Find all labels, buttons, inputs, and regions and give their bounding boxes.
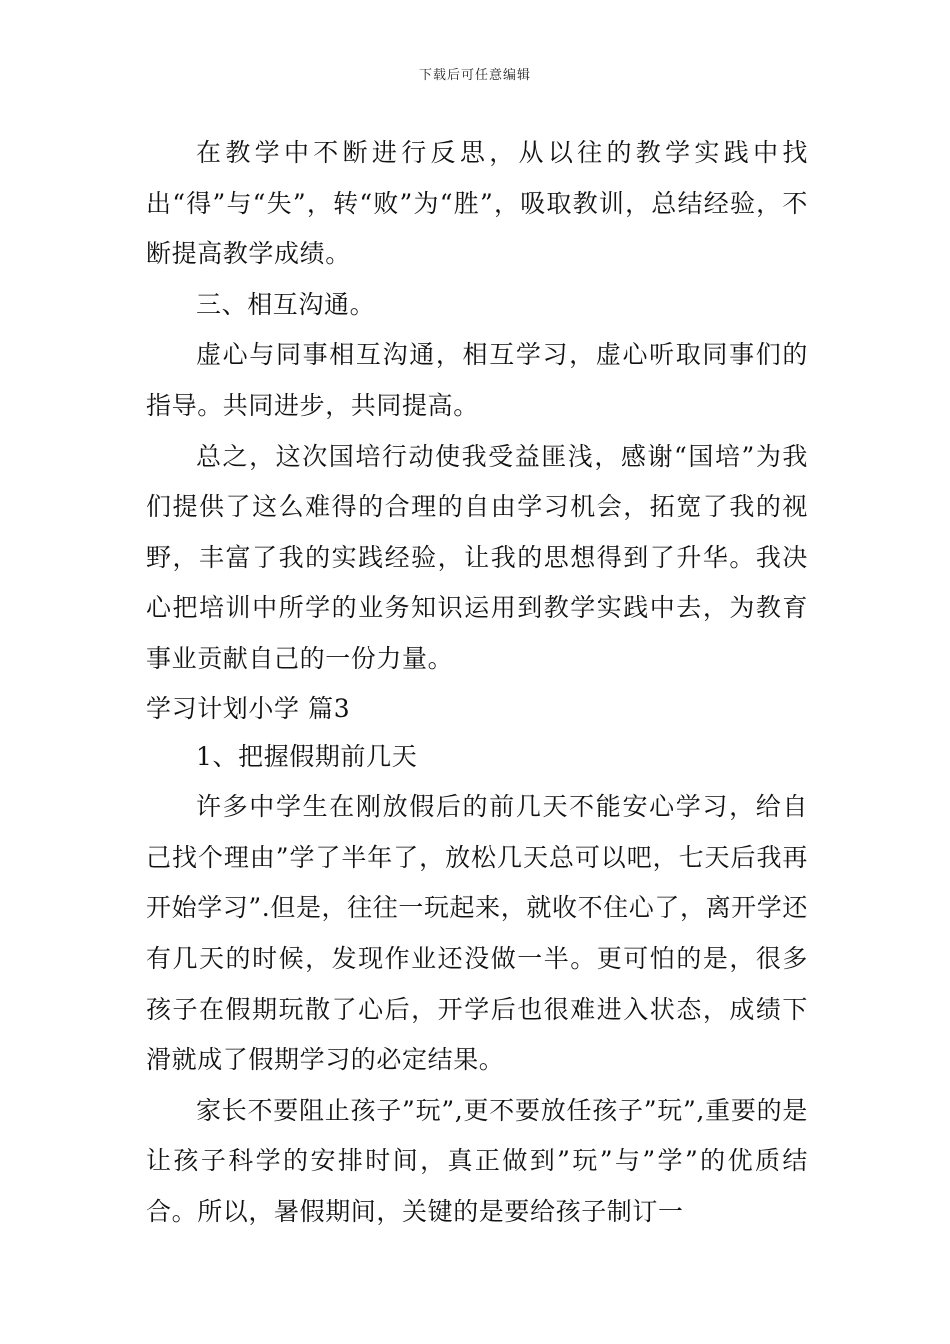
paragraph-conclusion: 总之，这次国培行动使我受益匪浅，感谢“国培”为我们提供了这么难得的合理的自由学习机会，拓宽了我的视野，丰富了我的实践经验，让我的思想得到了升华。我决心把培训中所学的业务知识运用到教学实践中去，为教育事业贡献自己的一份力量。	[146, 441, 808, 673]
paragraph-communication: 虚心与同事相互沟通，相互学习，虚心听取同事们的指导。共同进步，共同提高。	[146, 340, 808, 420]
page-header-note: 下载后可任意编辑	[418, 68, 531, 83]
article-title: 学习计划小学 篇3	[146, 693, 351, 723]
section-heading-holiday: 1、把握假期前几天	[196, 741, 418, 771]
paragraph-parents: 家长不要阻止孩子”玩”,更不要放任孩子”玩”,重要的是让孩子科学的安排时间，真正做到”玩”与”学”的优质结合。所以，暑假期间，关键的是要给孩子制订一	[146, 1095, 808, 1226]
paragraph-reflection: 在教学中不断进行反思，从以往的教学实践中找出“得”与“失”，转“败”为“胜”，吸取教训，总结经验，不断提高教学成绩。	[146, 138, 808, 269]
paragraph-holiday: 许多中学生在刚放假后的前几天不能安心学习，给自己找个理由”学了半年了，放松几天总可以吧，七天后我再开始学习”.但是，往往一玩起来，就收不住心了，离开学还有几天的时候，发现作业还没做一半。更可怕的是，很多孩子在假期玩散了心后，开学后也很难进入状态，成绩下滑就成了假期学习的必定结果。	[146, 792, 808, 1075]
document-body	[146, 128, 808, 1237]
section-heading-communication: 三、相互沟通。	[196, 289, 376, 319]
